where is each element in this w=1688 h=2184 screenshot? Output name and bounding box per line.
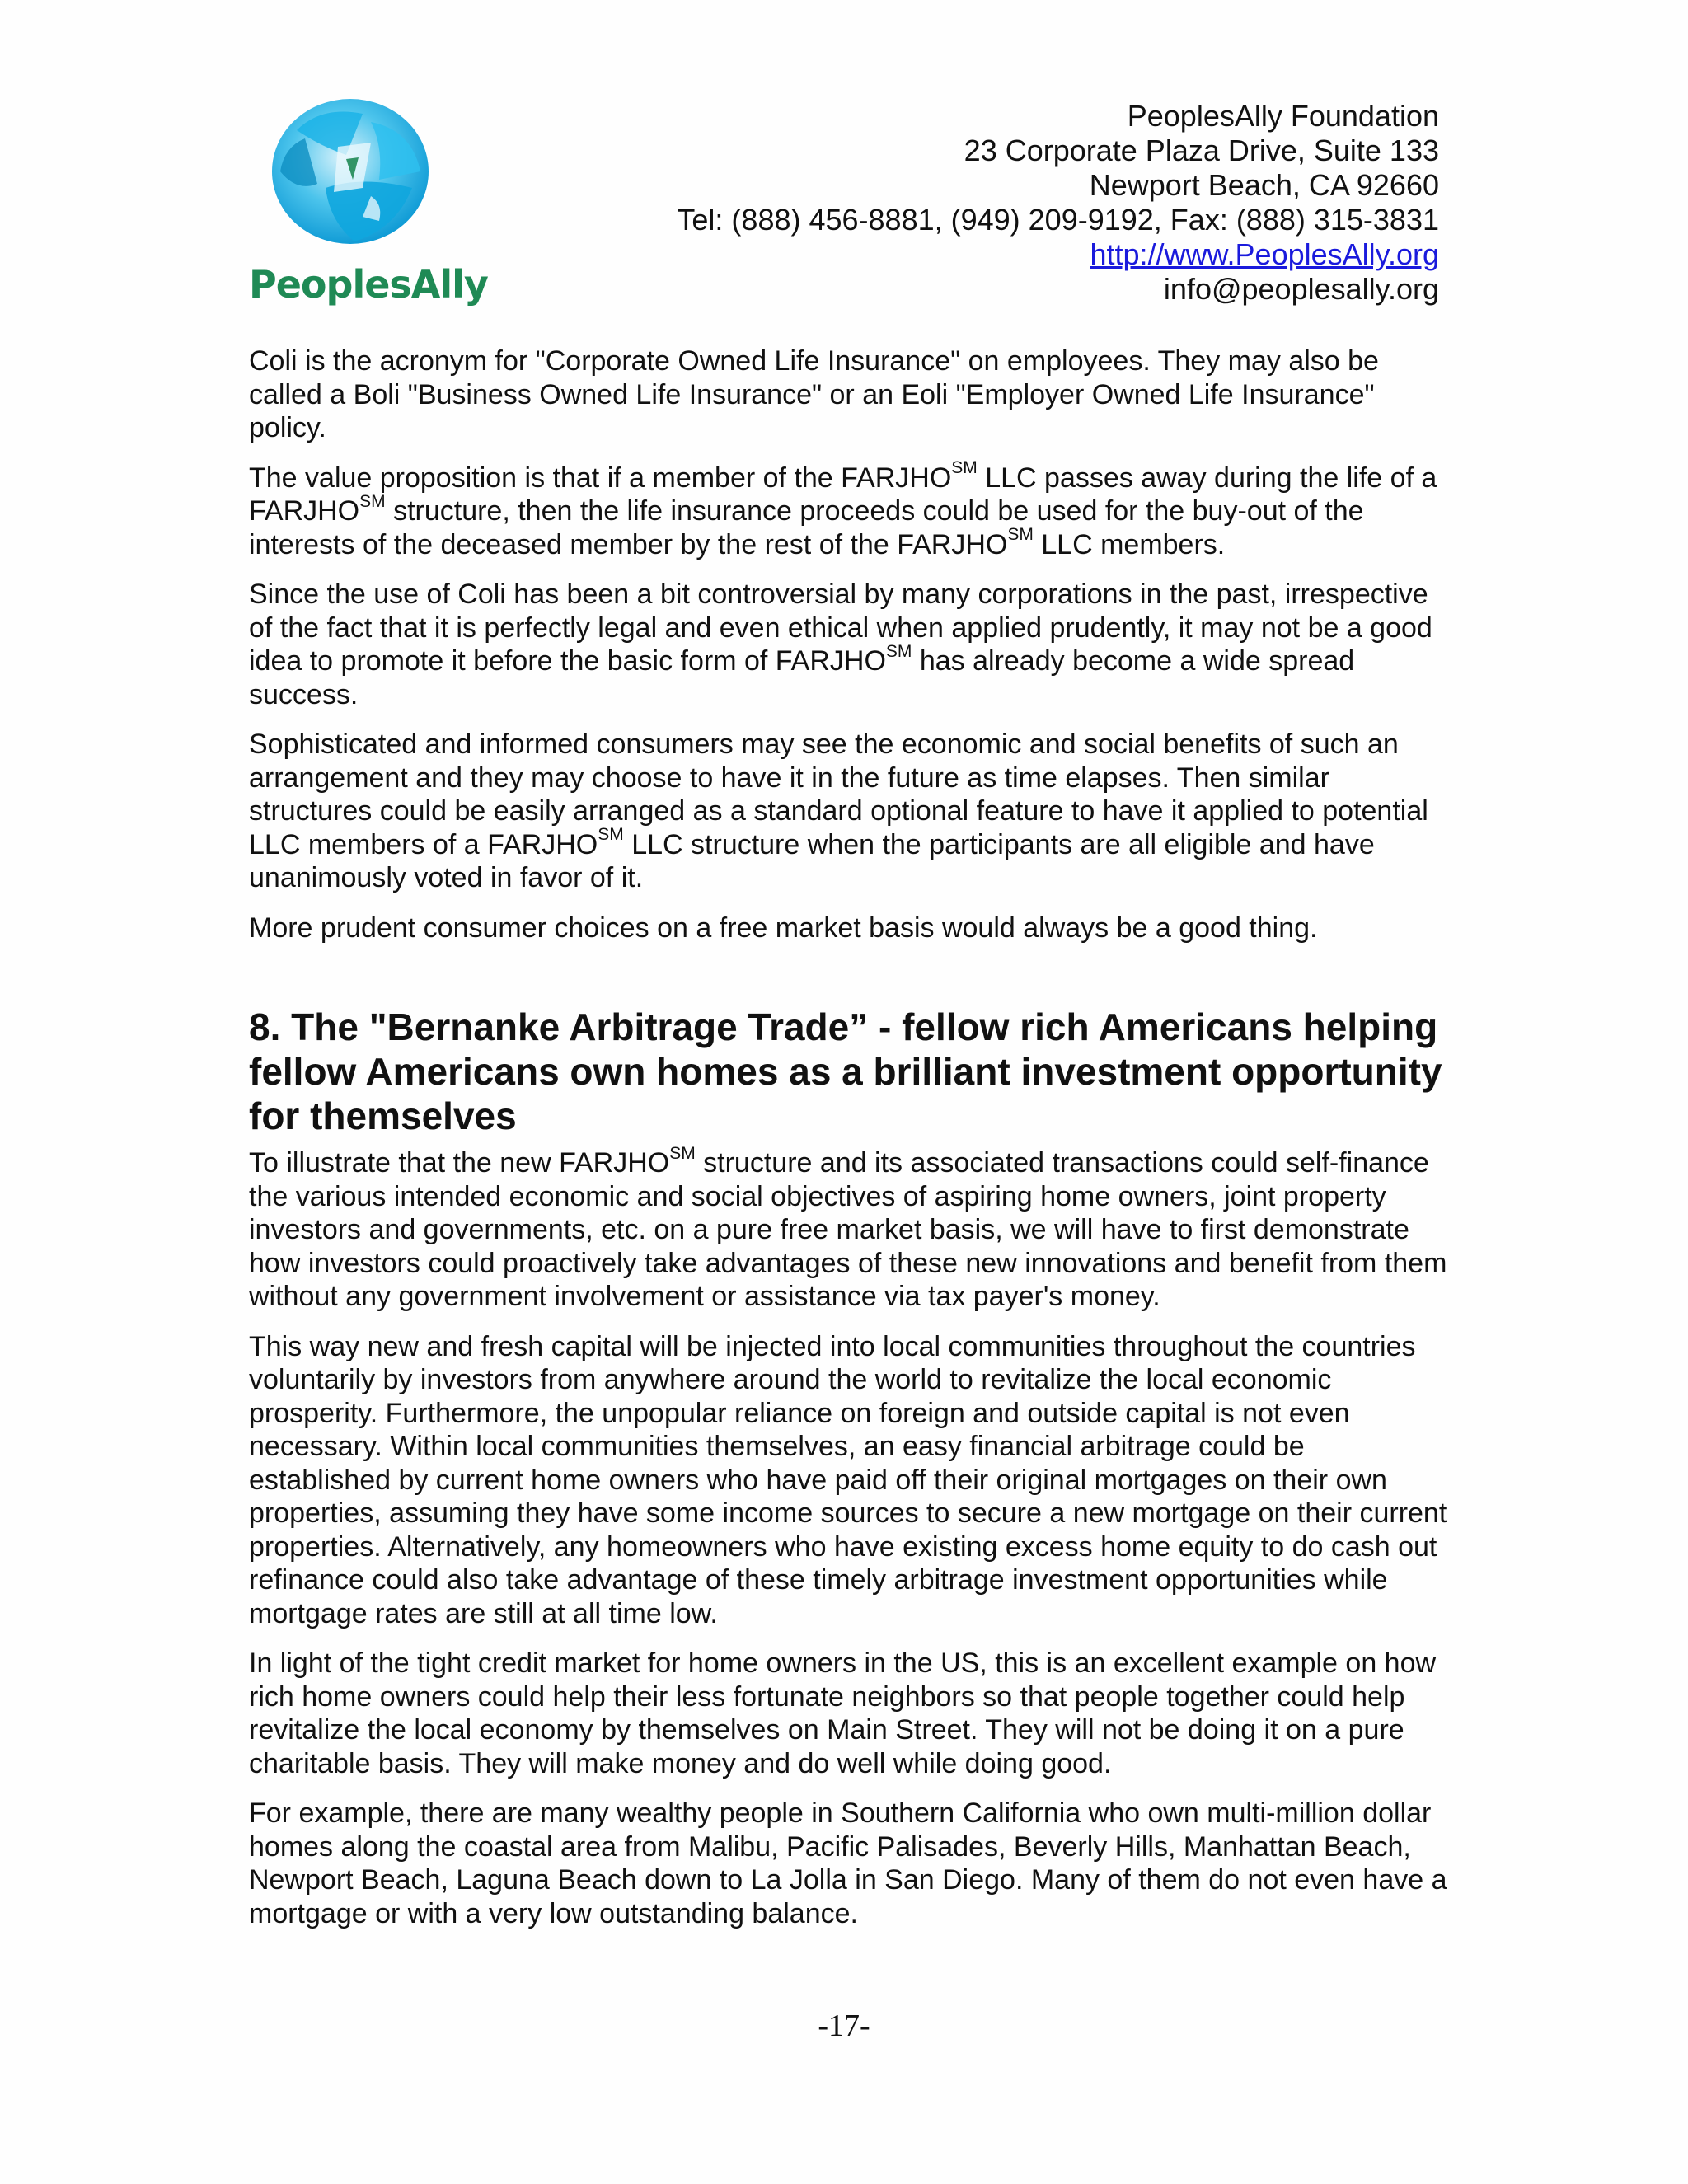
paragraph-example: For example, there are many wealthy people in Southern California who own multi-million dollar homes along the coastal area from Malibu, Pacific Palisades, Beverly Hills, Manhattan Beach, Newport Beach, Laguna Beach down to La Jolla in San Diego. Many of them do not even have a mortgage or with a very low outstanding balance. (249, 1797, 1447, 1929)
paragraph-illustrate: To illustrate that the new FARJHO℠ structure and its associated transactions could self-finance the various intended economic and social objectives of aspiring home owners, joint property investors and governments, etc. on a pure free market basis, we will have to first demonstrate how investors could proactively take advantages of these new innovations and benefit from them without any government involvement or assistance via tax payer's money. (249, 1143, 1447, 1312)
paragraph-coli: Coli is the acronym for "Corporate Owned Life Insurance" on employees. They may also be called a Boli "Business Owned Life Insurance" or an Eoli "Employer Owned Life Insurance" policy. (249, 345, 1379, 443)
organization-address (677, 99, 1439, 307)
paragraph-prudent: More prudent consumer choices on a free market basis would always be a good thing. (249, 912, 1318, 944)
address-line-street: 23 Corporate Plaza Drive, Suite 133 (964, 134, 1439, 167)
website-link[interactable]: http://www.PeoplesAlly.org (1090, 237, 1439, 271)
paragraph-tight-credit: In light of the tight credit market for home owners in the US, this is an excellent example on how rich home owners could help their less fortunate neighbors so that people together could help revitalize the local economy by themselves on Main Street. They will not be doing it on a pure charitable basis. They will make money and do well while doing good. (249, 1647, 1437, 1779)
address-line-phone: Tel: (888) 456-8881, (949) 209-9192, Fax: (888) 315-3831 (677, 203, 1439, 237)
paragraph-controversial: Since the use of Coli has been a bit controversial by many corporations in the past, irrespective of the fact that it is perfectly legal and even ethical when applied prudently, it may not be a good idea to promote it before the basic form of FARJHO℠ has already become a wide spread success. (249, 579, 1432, 710)
address-line-email: info@peoplesally.org (1163, 272, 1439, 306)
paragraph-sophisticated: Sophisticated and informed consumers may see the economic and social benefits of such an arrangement and they may choose to have it in the future as time elapses. Then similar structures could be easily arranged as a standard optional feature to have it applied to potential LLC members of a FARJHO℠ LLC structure when the participants are all eligible and have unanimously voted in favor of it. (249, 729, 1428, 893)
address-line-org: PeoplesAlly Foundation (1127, 99, 1439, 133)
logo-wordmark: PeoplesAlly (249, 262, 488, 307)
page-number: -17- (818, 2008, 870, 2043)
paragraph-fresh-capital: This way new and fresh capital will be injected into local communities throughout the countries voluntarily by investors from anywhere around the world to revitalize the local economic prosperity. Furthermore, the unpopular reliance on foreign and outside capital is not even necessary. Within local communities themselves, an easy financial arbitrage could be established by current home owners who have paid off their original mortgages on their own properties, assuming they have some income sources to secure a new mortgage on their current properties. Alternatively, any homeowners who have existing excess home equity to do cash out refinance could also take advantage of these timely arbitrage investment opportunities while mortgage rates are still at all time low. (249, 1330, 1447, 1629)
address-line-city: Newport Beach, CA 92660 (1089, 168, 1439, 202)
document-body (249, 344, 1452, 1947)
paragraph-value-proposition: The value proposition is that if a member of the FARJHO℠ LLC passes away during the life of a FARJHO℠ structure, then the life insurance proceeds could be used for the buy-out of the interests of the deceased member by the rest of the FARJHO℠ LLC members. (249, 458, 1437, 560)
section-heading: 8. The "Bernanke Arbitrage Trade” - fellow rich Americans helping fellow Americans own homes as a brilliant investment opportunity for themselves (249, 1005, 1442, 1137)
